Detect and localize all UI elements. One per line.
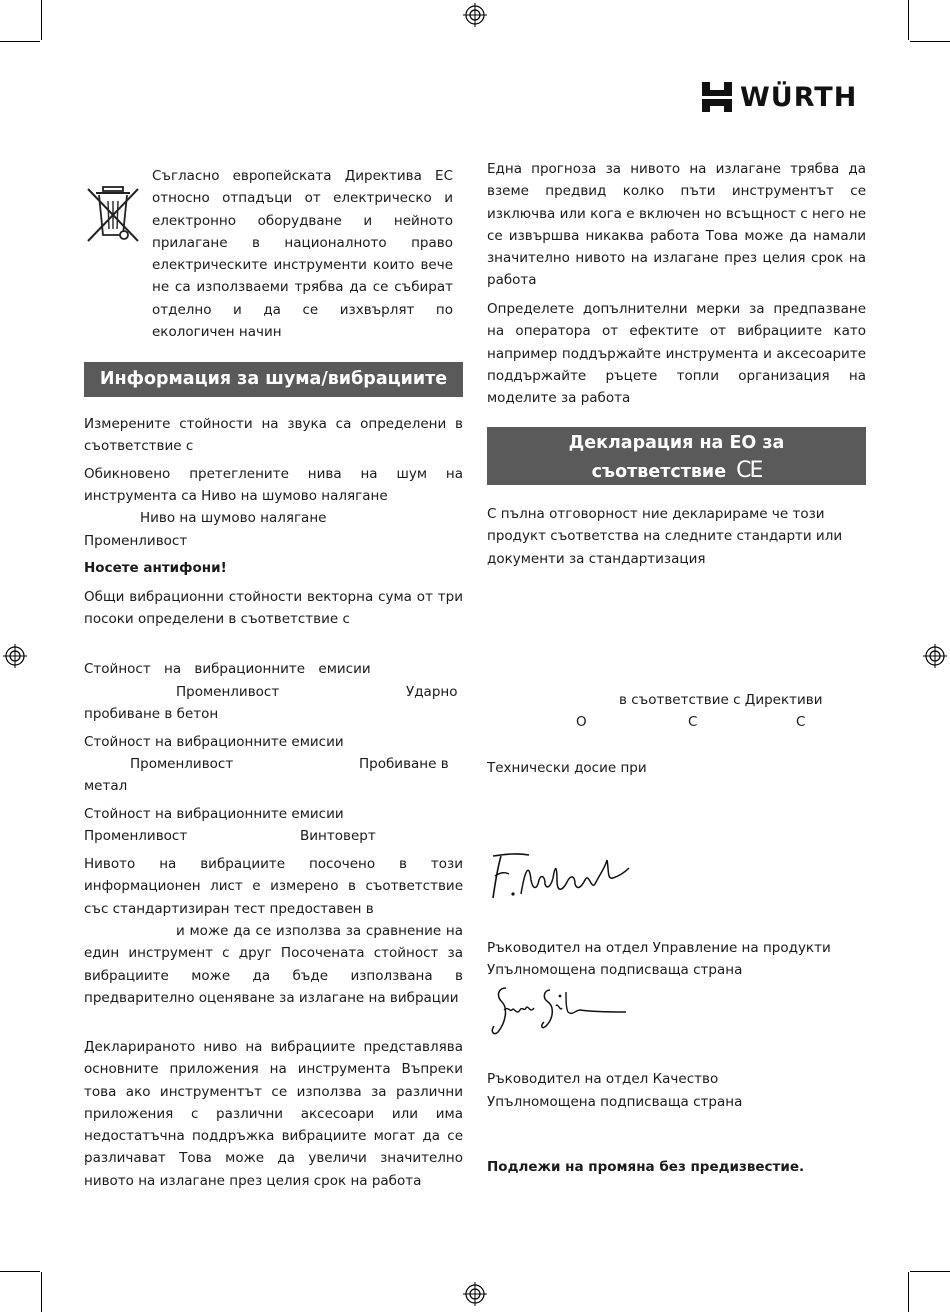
signer1-authority: Упълномощена подписваща страна xyxy=(487,962,743,978)
noise-vibration-heading: Информация за шума/вибрациите xyxy=(84,362,463,397)
vibration-compare-text: и може да се използва за сравнение на един инструмент с друг Посочената стойност за вибрациите може да бъде използвана в предварително оценяване за излагане на вибрации xyxy=(84,923,463,1006)
uncertainty-1: Променливост xyxy=(176,684,280,700)
ec-declaration-title-line2 xyxy=(487,457,866,486)
directive-o: О xyxy=(576,714,587,730)
signer1-title: Ръководител на отдел Управление на продукти xyxy=(487,940,831,956)
subject-to-change-note: Подлежи на промяна без предизвестие. xyxy=(487,1159,805,1175)
signer2-authority: Упълномощена подписваща страна xyxy=(487,1094,743,1110)
directives-label: в съответствие с Директиви xyxy=(619,692,823,708)
vibration-measure-text: Нивото на вибрациите посочено в този информационен лист е измерено в съответствие със стандартизиран тест предоставен в xyxy=(84,856,463,917)
crop-mark xyxy=(908,1272,909,1312)
registration-mark-icon xyxy=(3,644,27,668)
wurth-logo xyxy=(700,80,857,114)
declaration-text: С пълна отговорност ние декларираме че този продукт съответства на следните стандарти или документи за стандартизация xyxy=(487,506,843,567)
crop-mark xyxy=(41,0,42,40)
drilling-metal-label: Пробиване в xyxy=(359,756,449,772)
weee-notice: Съгласно европейската Директива ЕС относно отпадъци от електрическо и електронно оборудване и нейното прилагане в националното право електрическите инструменти които вече не са използваеми трябва да се събират отделно и да се изхвърлят по екологичен начин xyxy=(152,168,453,341)
noise-levels-text: Обикновено претеглените нива на шум на инструмента са Ниво на шумово налягане xyxy=(84,466,463,505)
noise-measurement-text: Измерените стойности на звука са определени в съответствие с xyxy=(84,416,463,455)
exposure-estimate-text: Една прогноза за нивото на излагане трябва да вземе предвид колко пъти инструментът се изключва или кога е включен но всъщност с него не се извършва никаква работа Това може да намали значително нивото на излагане през целия срок на работа xyxy=(487,161,866,289)
technical-file-label: Технически досие при xyxy=(487,760,647,776)
registration-mark-icon xyxy=(463,3,487,27)
uncertainty-3: Променливост xyxy=(84,828,188,844)
crop-mark xyxy=(41,1272,42,1312)
crop-mark xyxy=(0,41,40,42)
registration-mark-icon xyxy=(923,644,947,668)
ce-mark-icon: CE xyxy=(736,458,762,483)
crop-mark xyxy=(910,41,950,42)
hammer-drilling-label: Ударно xyxy=(406,684,458,700)
wurth-logo-icon xyxy=(700,80,734,114)
ear-protection-warning: Носете антифони! xyxy=(84,560,227,576)
screwdriving-label: Винтоверт xyxy=(300,828,376,844)
vibration-emission-1: Стойност на вибрационните емисии xyxy=(84,661,371,677)
registration-mark-icon xyxy=(463,1282,487,1306)
signature-icon xyxy=(487,850,637,902)
ec-declaration-title-conformity: съответствие xyxy=(591,462,727,482)
ec-declaration-heading xyxy=(487,427,866,485)
sound-power-label: Ниво на шумово налягане xyxy=(140,510,327,526)
hammer-drilling-concrete: пробиване в бетон xyxy=(84,706,219,722)
additional-measures-text: Определете допълнителни мерки за предпазване на оператора от ефектите от вибрациите като например поддържайте инструмента и аксесоарите поддържайте ръцете топли организация на моделите за работа xyxy=(487,301,866,407)
directive-c2: С xyxy=(796,714,806,730)
logo-text: WÜRTH xyxy=(740,81,858,113)
crop-mark xyxy=(910,1271,950,1272)
uncertainty-2: Променливост xyxy=(130,756,234,772)
signer2-title: Ръководител на отдел Качество xyxy=(487,1071,719,1087)
vibration-emission-2: Стойност на вибрационните емисии xyxy=(84,734,344,750)
vibration-declared-text: Декларираното ниво на вибрациите представлява основните приложения на инструмента Въпреки това ако инструментът се използва за различни приложения с различни аксесоари или има недостатъчна поддръжка вибрациите могат да се различават Това може да увеличи значително нивото на излагане през целия срок на работа xyxy=(84,1039,463,1189)
drilling-metal: метал xyxy=(84,778,128,794)
vibration-emission-3: Стойност на вибрационните емисии xyxy=(84,806,344,822)
crop-mark xyxy=(908,0,909,40)
signature-icon xyxy=(484,982,634,1038)
ec-declaration-title-line1: Декларация на ЕО за xyxy=(568,433,785,453)
directive-c1: С xyxy=(688,714,698,730)
uncertainty-label: Променливост xyxy=(84,533,188,549)
crop-mark xyxy=(0,1271,40,1272)
crossed-bin-icon xyxy=(84,183,142,245)
vibration-total-text: Общи вибрационни стойности векторна сума от три посоки определени в съответствие с xyxy=(84,589,463,628)
